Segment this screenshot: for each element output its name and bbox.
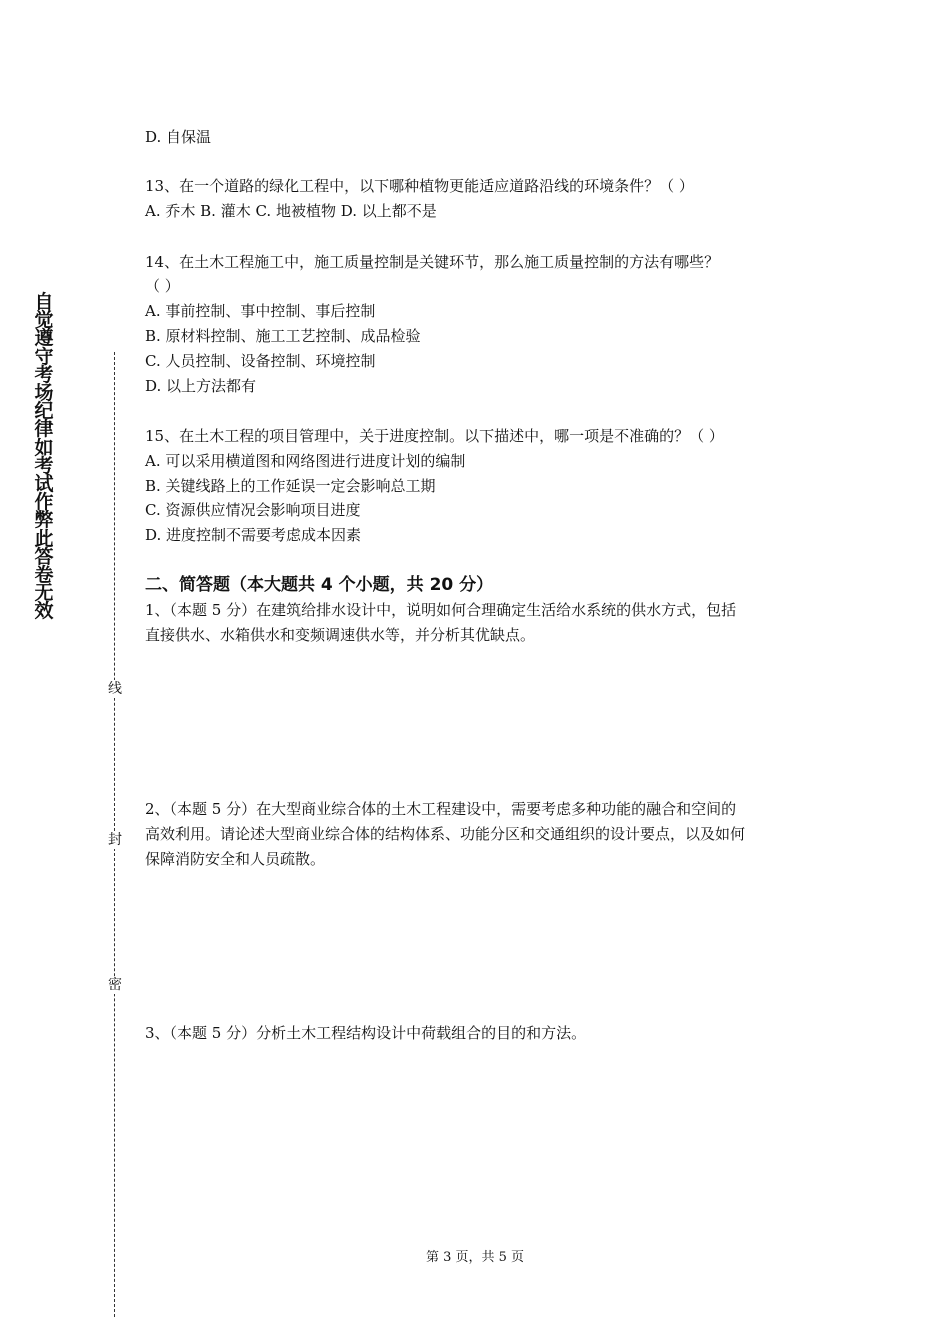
q14-option-b: B. 原材料控制、施工工艺控制、成品检验 (145, 327, 421, 345)
s2-q1-line1: 1、（本题 5 分）在建筑给排水设计中，说明如何合理确定生活给水系统的供水方式，包括 (145, 601, 737, 619)
seal-mark-seal: 封 (108, 832, 122, 848)
exam-discipline-notice: 自觉遵守考场纪律如考试作弊此答卷无效 (34, 291, 54, 623)
q15-option-b: B. 关键线路上的工作延误一定会影响总工期 (145, 477, 436, 495)
s2-q2-line1: 2、（本题 5 分）在大型商业综合体的土木工程建设中，需要考虑多种功能的融合和空间的 (145, 800, 737, 818)
page-number: 第 3 页，共 5 页 (425, 1250, 525, 1265)
q14-stem-line2: （ ） (145, 277, 180, 295)
q15-stem: 15、在土木工程的项目管理中，关于进度控制。以下描述中，哪一项是不准确的？（ ） (145, 427, 724, 445)
s2-q1-line2: 直接供水、水箱供水和变频调速供水等，并分析其优缺点。 (145, 626, 536, 644)
q14-stem-line1: 14、在土木工程施工中，施工质量控制是关键环节，那么施工质量控制的方法有哪些？ (145, 253, 720, 271)
q14-option-c: C. 人员控制、设备控制、环境控制 (145, 352, 376, 370)
q12-option-d: D. 自保温 (145, 128, 212, 146)
q13-options: A. 乔木 B. 灌木 C. 地被植物 D. 以上都不是 (145, 202, 437, 220)
seal-mark-secret: 密 (108, 977, 122, 993)
q15-option-c: C. 资源供应情况会影响项目进度 (145, 501, 361, 519)
s2-q2-line2: 高效利用。请论述大型商业综合体的结构体系、功能分区和交通组织的设计要点，以及如何 (145, 825, 746, 843)
q15-option-a: A. 可以采用横道图和网络图进行进度计划的编制 (145, 452, 466, 470)
s2-q3-line1: 3、（本题 5 分）分析土木工程结构设计中荷载组合的目的和方法。 (145, 1024, 587, 1042)
s2-q2-line3: 保障消防安全和人员疏散。 (145, 850, 326, 868)
q14-option-a: A. 事前控制、事中控制、事后控制 (145, 302, 376, 320)
section-2-title: 二、简答题（本大题共 4 个小题，共 20 分） (145, 575, 494, 595)
q15-option-d: D. 进度控制不需要考虑成本因素 (145, 526, 362, 544)
seal-mark-line: 线 (108, 681, 122, 697)
q14-option-d: D. 以上方法都有 (145, 377, 257, 395)
q13-stem: 13、在一个道路的绿化工程中，以下哪种植物更能适应道路沿线的环境条件？（ ） (145, 177, 694, 195)
